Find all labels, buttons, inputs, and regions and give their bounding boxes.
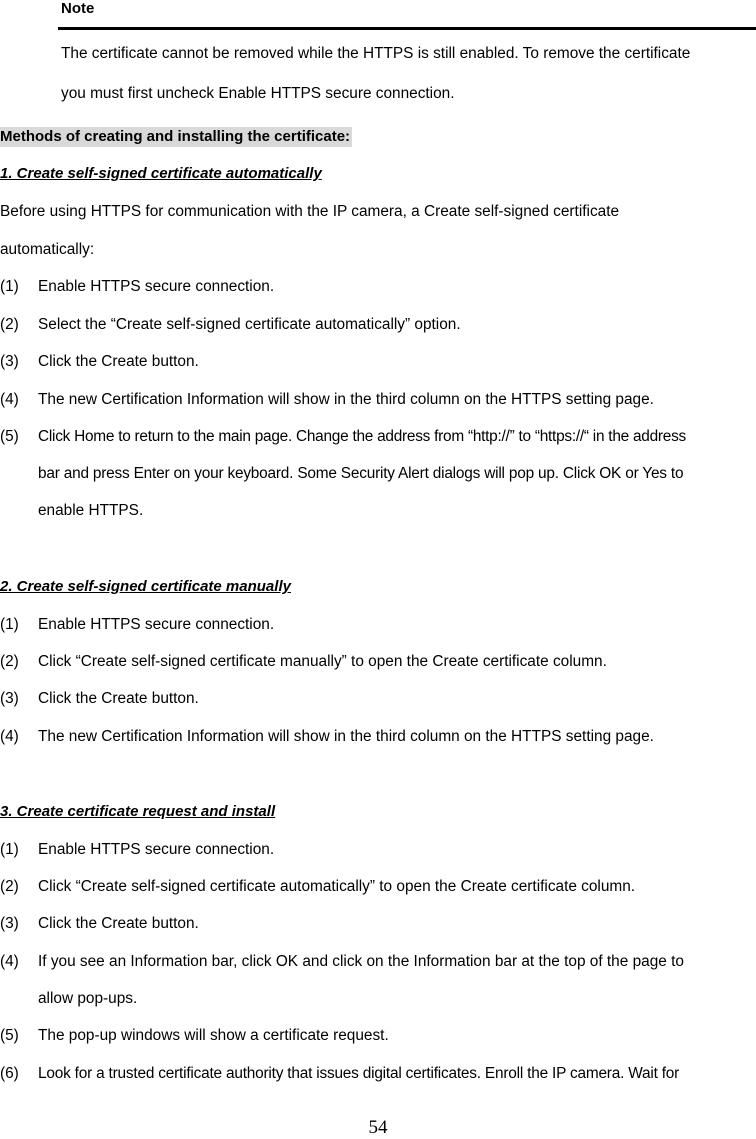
- note-text-line-2: you must first uncheck Enable HTTPS secure connection.: [61, 85, 455, 102]
- list-item-number: (4): [0, 728, 19, 745]
- list-item-text: The new Certification Information will show in the third column on the HTTPS setting page.: [38, 391, 654, 408]
- note-divider: [58, 27, 756, 30]
- list-item-number: (2): [0, 316, 19, 333]
- section-3-title: 3. Create certificate request and install: [0, 803, 276, 820]
- list-item-text: Select the “Create self-signed certificate automatically” option.: [38, 316, 461, 333]
- list-item-text: Enable HTTPS secure connection.: [38, 278, 275, 295]
- list-item-text: enable HTTPS.: [38, 502, 144, 519]
- list-item-text: The pop-up windows will show a certificate request.: [38, 1027, 389, 1044]
- list-item-text: Enable HTTPS secure connection.: [38, 841, 275, 858]
- list-item-number: (2): [0, 653, 19, 670]
- note-text-line-1: The certificate cannot be removed while the HTTPS is still enabled. To remove the certificate: [61, 45, 691, 62]
- list-item-number: (3): [0, 915, 19, 932]
- section-1-title: 1. Create self-signed certificate automatically: [0, 165, 322, 182]
- list-item-number: (5): [0, 428, 19, 445]
- list-item-text: Click the Create button.: [38, 690, 199, 707]
- list-item-text: Look for a trusted certificate authority that issues digital certificates. Enroll the IP camera. Wait for: [38, 1065, 680, 1082]
- list-item-text: allow pop-ups.: [38, 990, 138, 1007]
- section-2-title: 2. Create self-signed certificate manually: [0, 578, 291, 595]
- page-number: 54: [368, 1117, 388, 1138]
- list-item-text: Click “Create self-signed certificate automatically” to open the Create certificate column.: [38, 878, 636, 895]
- list-item-text: If you see an Information bar, click OK and click on the Information bar at the top of the page to: [38, 953, 684, 970]
- list-item-text: Click the Create button.: [38, 915, 199, 932]
- list-item-text: Click the Create button.: [38, 353, 199, 370]
- list-item-number: (1): [0, 616, 19, 633]
- list-item-number: (5): [0, 1027, 19, 1044]
- note-title: Note: [61, 0, 95, 17]
- list-item-number: (3): [0, 690, 19, 707]
- list-item-number: (6): [0, 1065, 19, 1082]
- section-1-intro-line-1: Before using HTTPS for communication with the IP camera, a Create self-signed certificate: [0, 203, 620, 220]
- section-1-intro-line-2: automatically:: [0, 241, 95, 258]
- list-item-number: (2): [0, 878, 19, 895]
- list-item-number: (1): [0, 278, 19, 295]
- list-item-text: bar and press Enter on your keyboard. Some Security Alert dialogs will pop up. Click OK or Yes to: [38, 465, 684, 482]
- list-item-text: The new Certification Information will show in the third column on the HTTPS setting page.: [38, 728, 654, 745]
- list-item-number: (3): [0, 353, 19, 370]
- list-item-text: Click Home to return to the main page. Change the address from “http://” to “https://“ in the address: [38, 428, 686, 445]
- methods-heading: Methods of creating and installing the certificate:: [0, 128, 351, 145]
- list-item-text: Enable HTTPS secure connection.: [38, 616, 275, 633]
- list-item-number: (4): [0, 953, 19, 970]
- list-item-number: (4): [0, 391, 19, 408]
- list-item-text: Click “Create self-signed certificate manually” to open the Create certificate column.: [38, 653, 607, 670]
- list-item-number: (1): [0, 841, 19, 858]
